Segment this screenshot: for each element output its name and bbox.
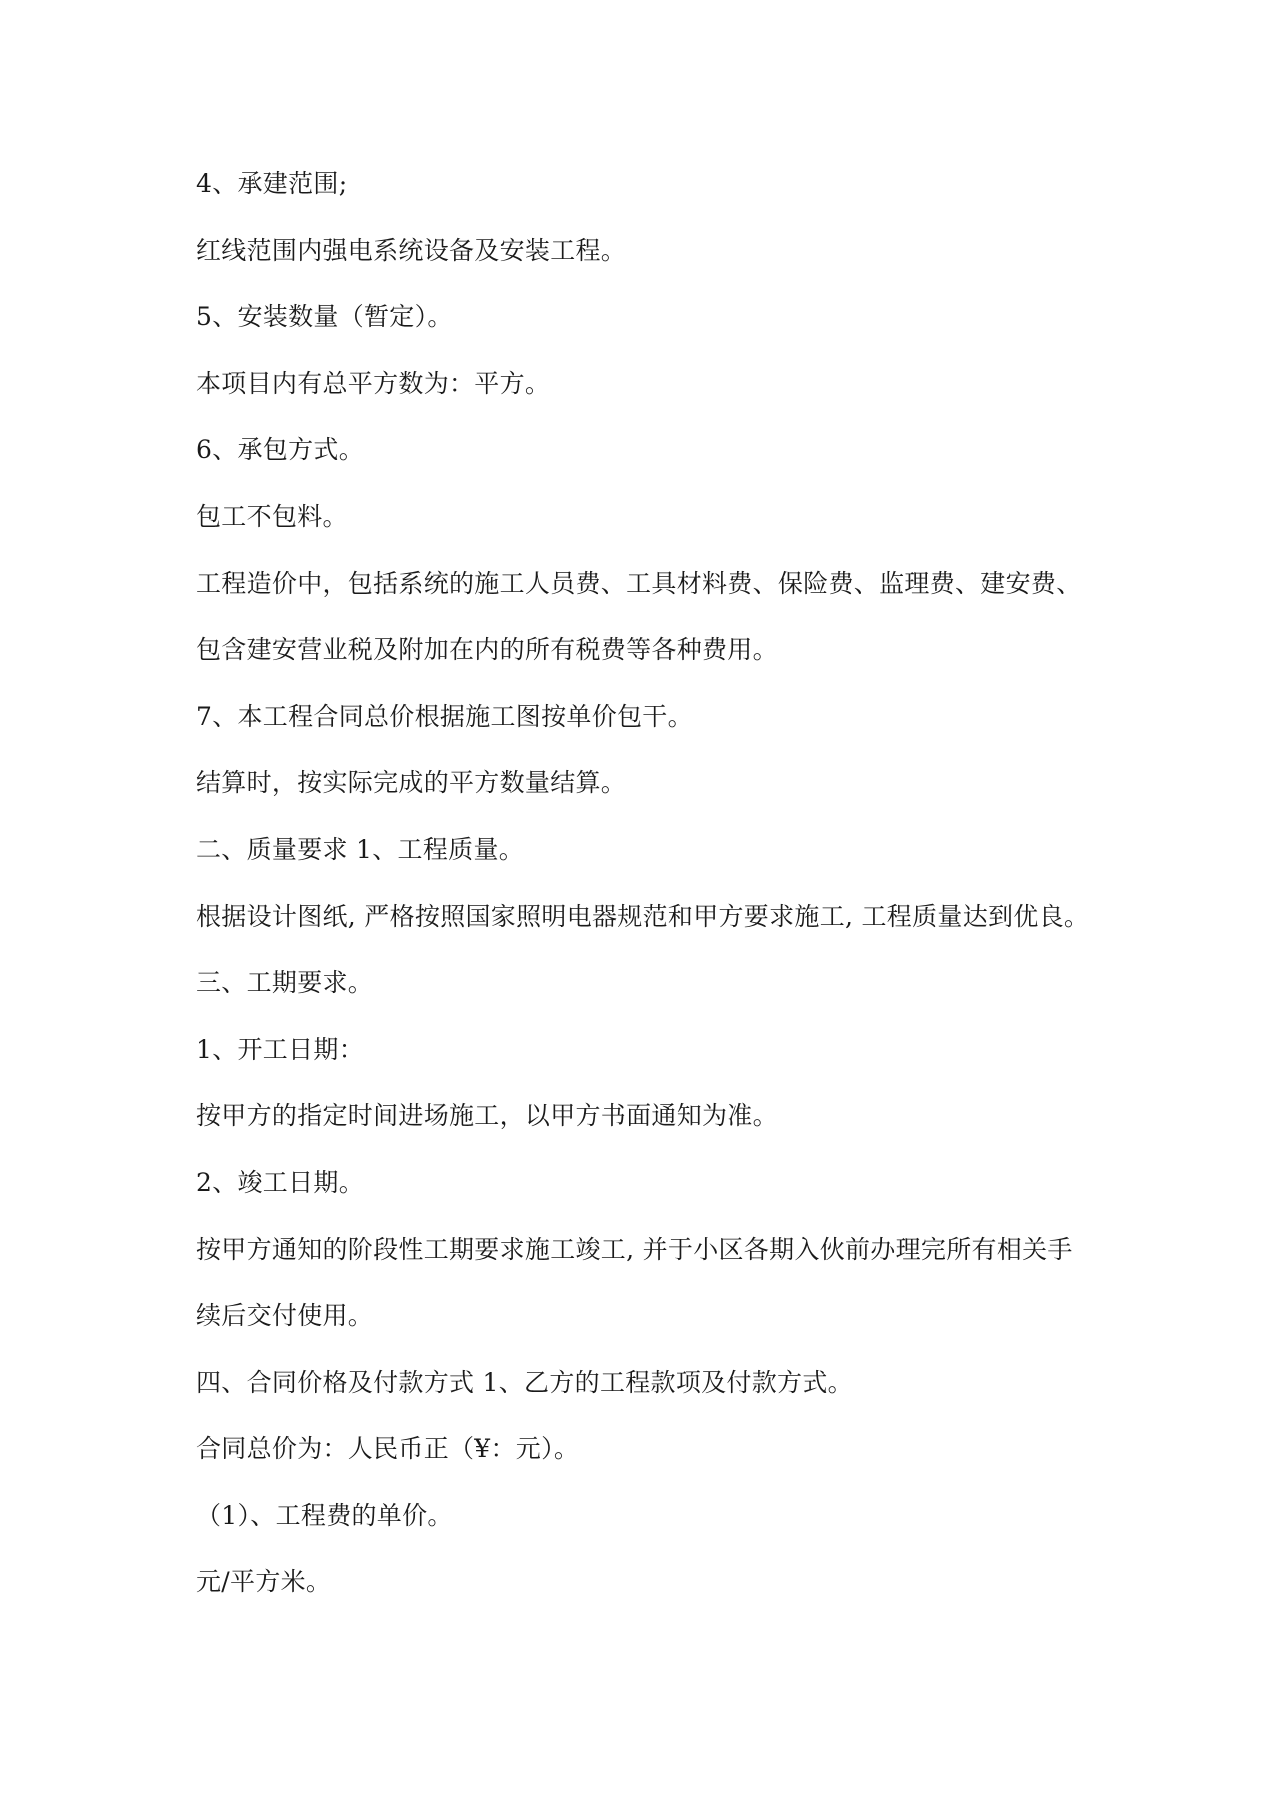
paragraph-unit-price: 元/平方米。	[196, 1567, 332, 1597]
section-item-start-date-heading: 1、开工日期：	[196, 1034, 365, 1064]
document-body	[196, 168, 1106, 1633]
section-item-quantity-heading: 5、安装数量（暂定）。	[196, 302, 453, 332]
paragraph-cost-includes-line-1: 工程造价中，包括系统的施工人员费、工具材料费、保险费、监理费、建安费、	[196, 568, 1082, 598]
paragraph-scope-description: 红线范围内强电系统设备及安装工程。	[196, 235, 627, 265]
paragraph-start-date: 按甲方的指定时间进场施工，以甲方书面通知为准。	[196, 1101, 778, 1131]
paragraph-completion-line-2: 续后交付使用。	[196, 1301, 374, 1331]
section-item-scope-heading: 4、承建范围;	[196, 169, 348, 198]
section-item-unit-price-heading: （1）、工程费的单价。	[196, 1500, 453, 1530]
paragraph-completion-line-1: 按甲方通知的阶段性工期要求施工竣工, 并于小区各期入伙前办理完所有相关手	[196, 1234, 1073, 1264]
section-schedule-heading: 三、工期要求。	[196, 968, 374, 998]
section-item-completion-date-heading: 2、竣工日期。	[196, 1167, 365, 1197]
paragraph-total-area: 本项目内有总平方数为：平方。	[196, 368, 551, 398]
paragraph-quality-standard: 根据设计图纸, 严格按照国家照明电器规范和甲方要求施工, 工程质量达到优良。	[196, 901, 1090, 931]
paragraph-cost-includes-line-2: 包含建安营业税及附加在内的所有税费等各种费用。	[196, 635, 778, 665]
paragraph-contract-total: 合同总价为：人民币正（¥：元）。	[196, 1434, 580, 1464]
paragraph-settlement: 结算时，按实际完成的平方数量结算。	[196, 768, 627, 798]
section-price-payment-heading: 四、合同价格及付款方式 1、乙方的工程款项及付款方式。	[196, 1367, 853, 1397]
paragraph-labor-only: 包工不包料。	[196, 501, 348, 531]
section-quality-heading: 二、质量要求 1、工程质量。	[196, 834, 525, 864]
section-item-total-price-heading: 7、本工程合同总价根据施工图按单价包干。	[196, 701, 693, 731]
section-item-contract-method-heading: 6、承包方式。	[196, 435, 365, 465]
